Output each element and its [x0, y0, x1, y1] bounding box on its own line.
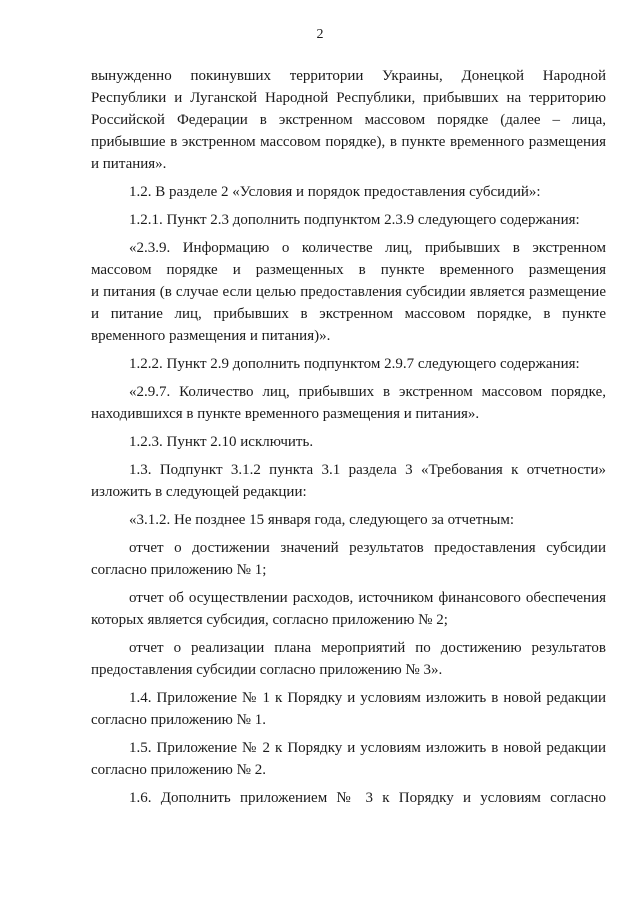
text-line: «2.9.7. Количество лиц, прибывших в экстренном массовом порядке,	[129, 384, 606, 400]
text-line: которых является субсидия, согласно приложению № 2;	[91, 612, 448, 628]
text-line: изложить в следующей редакции:	[91, 484, 307, 500]
text-line: 1.3. Подпункт 3.1.2 пункта 3.1 раздела 3 «Требования к отчетности»	[129, 462, 606, 478]
text-line: и питания (в случае если целью предоставления субсидии является размещение	[91, 284, 606, 300]
text-line: отчет об осуществлении расходов, источником финансового обеспечения	[129, 590, 606, 606]
paragraph	[91, 237, 606, 347]
text-line: 1.4. Приложение № 1 к Порядку и условиям изложить в новой редакции	[129, 690, 606, 706]
text-line: «3.1.2. Не позднее 15 января года, следующего за отчетным:	[129, 512, 515, 528]
text-line: 1.2.2. Пункт 2.9 дополнить подпунктом 2.9.7 следующего содержания:	[129, 356, 580, 372]
text-line: находившихся в пункте временного размещения и питания».	[91, 406, 480, 422]
text-line: отчет о достижении значений результатов предоставления субсидии	[129, 540, 606, 556]
text-line: 1.6. Дополнить приложением № 3 к Порядку и условиям согласно	[129, 790, 606, 806]
text-line: 1.2.3. Пункт 2.10 исключить.	[129, 434, 314, 450]
paragraph	[91, 431, 606, 453]
text-line: 1.2. В разделе 2 «Условия и порядок предоставления субсидий»:	[129, 184, 541, 200]
text-line: прибывшие в экстренном массовом порядке), в пункте временного размещения	[91, 134, 606, 150]
text-line: согласно приложению № 1;	[91, 562, 267, 578]
text-line: «2.3.9. Информацию о количестве лиц, прибывших в экстренном	[129, 240, 606, 256]
paragraph	[91, 687, 606, 731]
text-line: согласно приложению № 2.	[91, 762, 266, 778]
paragraph	[91, 637, 606, 681]
paragraph	[91, 587, 606, 631]
paragraph	[91, 209, 606, 231]
text-line: Российской Федерации в экстренном массовом порядке (далее – лица,	[91, 112, 606, 128]
text-line: согласно приложению № 1.	[91, 712, 266, 728]
text-line: 1.5. Приложение № 2 к Порядку и условиям изложить в новой редакции	[129, 740, 606, 756]
text-line: массовом порядке и размещенных в пункте временного размещения	[91, 262, 606, 278]
paragraph	[91, 459, 606, 503]
text-line: временного размещения и питания)».	[91, 328, 331, 344]
paragraph	[91, 787, 606, 809]
text-line: и питание лиц, прибывших в экстренном массовом порядке, в пункте	[91, 306, 606, 322]
paragraph	[91, 181, 606, 203]
text-line: отчет о реализации плана мероприятий по достижению результатов	[129, 640, 606, 656]
paragraph	[91, 65, 606, 175]
text-line: вынужденно покинувших территории Украины, Донецкой Народной	[91, 68, 606, 84]
text-line: и питания».	[91, 156, 167, 172]
paragraph	[91, 381, 606, 425]
text-line: Республики и Луганской Народной Республики, прибывших на территорию	[91, 90, 606, 106]
paragraph	[91, 353, 606, 375]
paragraph	[91, 509, 606, 531]
paragraph	[91, 737, 606, 781]
text-line: 1.2.1. Пункт 2.3 дополнить подпунктом 2.3.9 следующего содержания:	[129, 212, 580, 228]
document-body	[91, 65, 606, 815]
page-number: 2	[316, 27, 324, 42]
paragraph	[91, 537, 606, 581]
text-line: предоставления субсидии согласно приложению № 3».	[91, 662, 443, 678]
